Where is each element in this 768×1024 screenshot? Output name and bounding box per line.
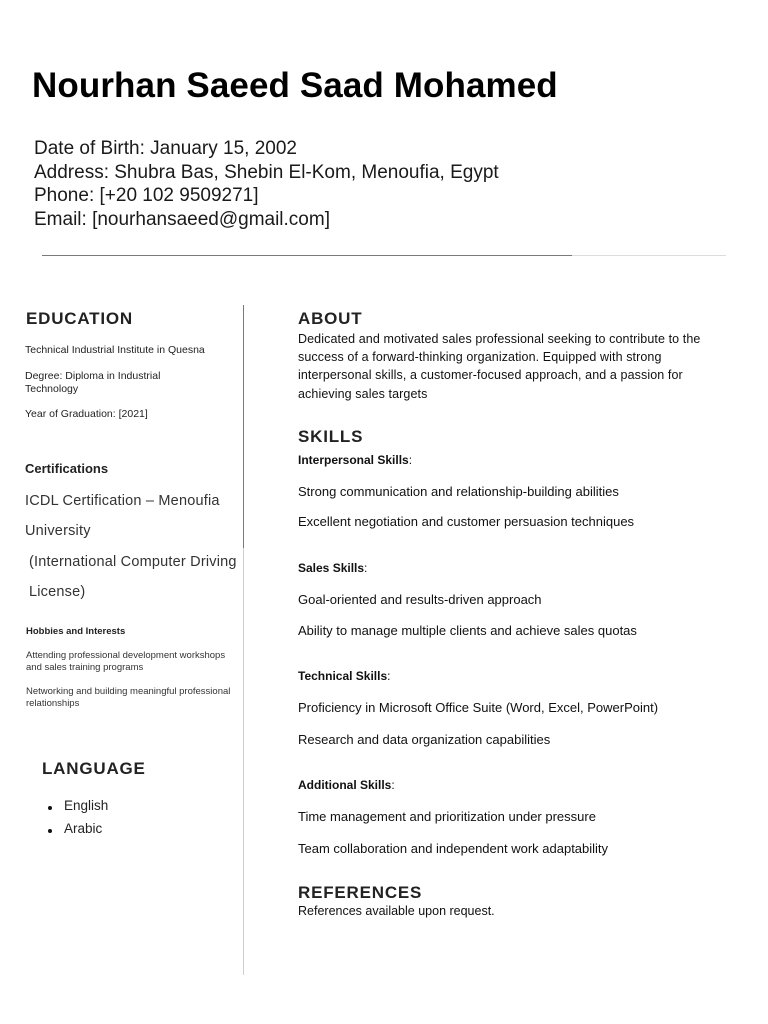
- certification-line: (International Computer Driving License): [29, 553, 237, 600]
- applicant-name: Nourhan Saeed Saad Mohamed: [32, 66, 558, 105]
- skill-item: Proficiency in Microsoft Office Suite (Word, Excel, PowerPoint): [298, 700, 659, 715]
- certification-line: ICDL Certification – Menoufia University: [25, 493, 220, 540]
- contact-info: [34, 137, 499, 232]
- phone: Phone: [+20 102 9509271]: [34, 185, 259, 207]
- education-heading: EDUCATION: [26, 309, 133, 328]
- date-of-birth: Date of Birth: January 15, 2002: [34, 138, 297, 159]
- certifications-body: [25, 486, 240, 607]
- hobby-item: Attending professional development workshops and sales training programs: [26, 650, 226, 673]
- education-graduation: Year of Graduation: [2021]: [25, 408, 148, 420]
- email: Email: [nourhansaeed@gmail.com]: [34, 209, 330, 231]
- about-text: Dedicated and motivated sales professional seeking to contribute to the success of a forward-thinking organization. Equipped with strong interpersonal skills, a customer-focused approach, and a passion for achieving sales targets: [298, 332, 701, 401]
- skill-item: Goal-oriented and results-driven approach: [298, 592, 542, 607]
- education-degree: Degree: Diploma in Industrial Technology: [25, 370, 161, 395]
- skill-item: Strong communication and relationship-building abilities: [298, 484, 619, 499]
- references-heading: REFERENCES: [298, 883, 423, 902]
- language-list: [48, 796, 108, 841]
- language-item: Arabic: [48, 819, 108, 842]
- language-item: English: [48, 796, 108, 819]
- header-divider: [42, 255, 572, 256]
- skills-heading: SKILLS: [298, 427, 364, 446]
- skill-group-heading: Technical Skills:: [298, 669, 391, 683]
- header-divider-faded: [572, 255, 726, 256]
- skill-group-heading: Interpersonal Skills:: [298, 453, 413, 467]
- skill-group-heading: Sales Skills:: [298, 561, 368, 575]
- skill-item: Excellent negotiation and customer persuasion techniques: [298, 514, 635, 529]
- education-institute: Technical Industrial Institute in Quesna: [25, 344, 205, 356]
- address: Address: Shubra Bas, Shebin El-Kom, Menoufia, Egypt: [34, 161, 499, 183]
- skill-item: Ability to manage multiple clients and achieve sales quotas: [298, 623, 637, 638]
- language-heading: LANGUAGE: [42, 759, 146, 778]
- skill-item: Time management and prioritization under pressure: [298, 809, 596, 824]
- references-text: References available upon request.: [298, 904, 495, 918]
- hobbies-heading: Hobbies and Interests: [26, 626, 126, 637]
- column-divider-faded: [243, 548, 244, 723]
- column-divider: [243, 305, 244, 548]
- skill-item: Research and data organization capabilities: [298, 732, 551, 747]
- about-heading: ABOUT: [298, 309, 363, 328]
- skill-item: Team collaboration and independent work adaptability: [298, 841, 609, 856]
- column-divider-lower: [243, 723, 244, 975]
- certifications-heading: Certifications: [25, 461, 109, 476]
- skill-group-heading: Additional Skills:: [298, 778, 395, 792]
- hobby-item: Networking and building meaningful professional relationships: [26, 686, 231, 709]
